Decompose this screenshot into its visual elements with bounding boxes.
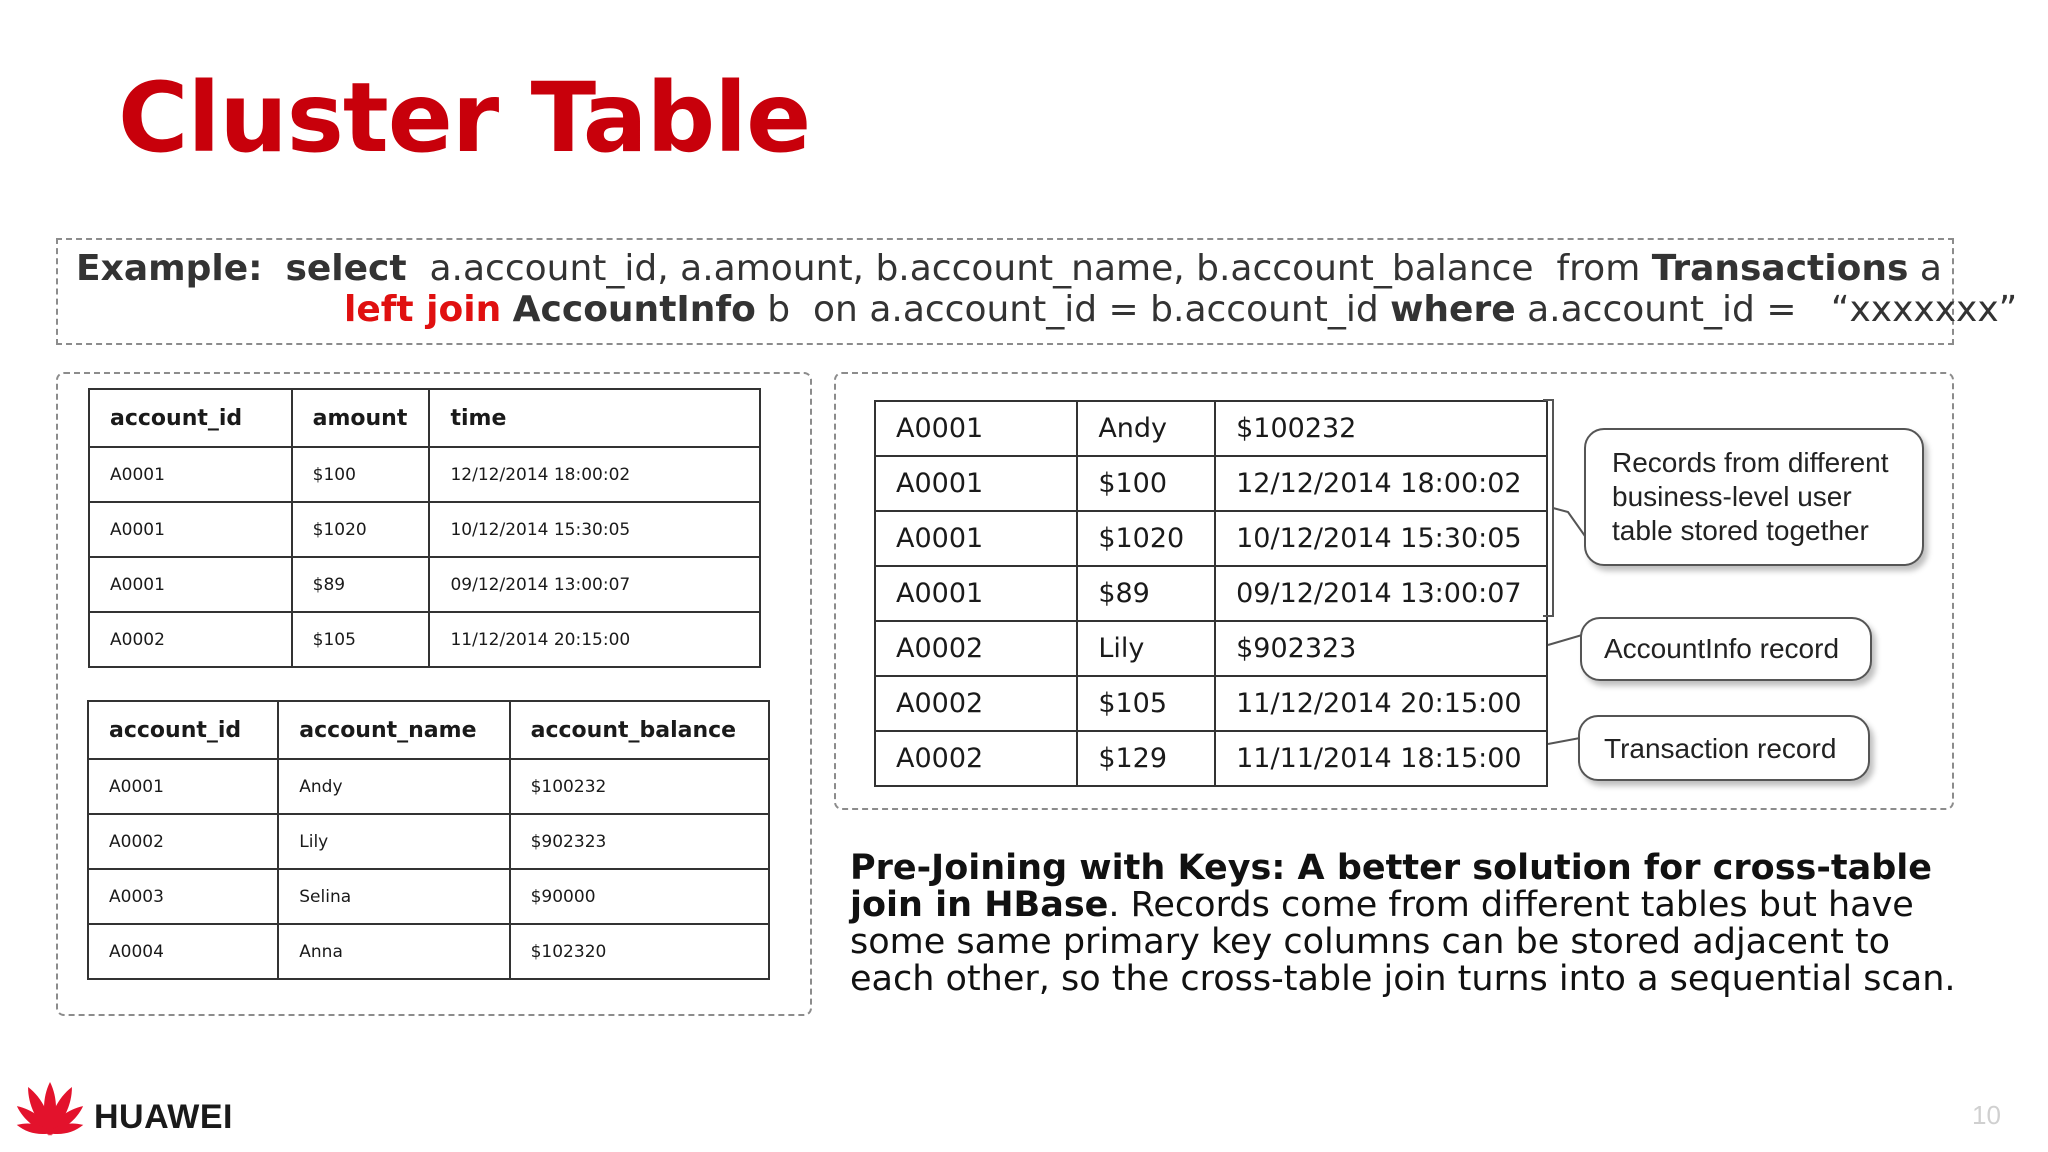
table-row bbox=[875, 456, 1547, 511]
table-row bbox=[88, 759, 769, 814]
table-header-row bbox=[89, 389, 760, 447]
table-cell: 12/12/2014 18:00:02 bbox=[429, 447, 760, 502]
select-columns: a.account_id, a.amount, b.account_name, b.account_balance bbox=[429, 248, 1534, 289]
example-label: Example: bbox=[76, 248, 263, 289]
table-cell: Andy bbox=[1077, 401, 1215, 456]
table-cell: A0002 bbox=[875, 676, 1077, 731]
table-row bbox=[875, 731, 1547, 786]
table-cell: 10/12/2014 15:30:05 bbox=[1215, 511, 1547, 566]
table-cell: A0001 bbox=[875, 456, 1077, 511]
table-cell: Anna bbox=[278, 924, 509, 979]
column-header: account_id bbox=[89, 389, 292, 447]
on-clause: on a.account_id = b.account_id bbox=[813, 289, 1379, 330]
table-cell: $902323 bbox=[1215, 621, 1547, 676]
table-row bbox=[89, 557, 760, 612]
table-row bbox=[89, 612, 760, 667]
sql-line-1 bbox=[76, 248, 1942, 289]
table-cell: 11/12/2014 20:15:00 bbox=[429, 612, 760, 667]
from-keyword: from bbox=[1556, 248, 1641, 289]
where-keyword: where bbox=[1390, 289, 1516, 330]
cluster-table bbox=[874, 400, 1548, 787]
table-cell: Lily bbox=[1077, 621, 1215, 676]
callout-accountinfo-record bbox=[1580, 617, 1872, 681]
table-cell: $100232 bbox=[510, 759, 769, 814]
table-cell: 11/11/2014 18:15:00 bbox=[1215, 731, 1547, 786]
table-cell: $105 bbox=[1077, 676, 1215, 731]
table-cell: $100232 bbox=[1215, 401, 1547, 456]
transactions-table bbox=[88, 388, 761, 668]
table-cell: $100 bbox=[1077, 456, 1215, 511]
table-cell: $100 bbox=[292, 447, 430, 502]
where-value: “xxxxxxx” bbox=[1830, 289, 2018, 330]
column-header: time bbox=[429, 389, 760, 447]
callout-line: business-level user bbox=[1612, 481, 1852, 512]
table-cell: $90000 bbox=[510, 869, 769, 924]
note-heading: Pre-Joining with Keys: A better solution for cross-table join in HBase bbox=[850, 848, 1933, 925]
callout-line: table stored together bbox=[1612, 515, 1869, 546]
brand-name: HUAWEI bbox=[94, 1098, 233, 1136]
table-cell: 11/12/2014 20:15:00 bbox=[1215, 676, 1547, 731]
column-header: amount bbox=[292, 389, 430, 447]
explanation-note bbox=[850, 850, 1960, 998]
table-cell: A0001 bbox=[88, 759, 278, 814]
table-cell: A0004 bbox=[88, 924, 278, 979]
table-cell: $105 bbox=[292, 612, 430, 667]
note-body: . Records come from different tables but have some same primary key columns can be stored adjacent to each other, so the cross-table join turns into a sequential scan. bbox=[850, 885, 1956, 999]
table-row bbox=[88, 814, 769, 869]
table-cell: $102320 bbox=[510, 924, 769, 979]
table-row bbox=[89, 502, 760, 557]
table-cell: $1020 bbox=[292, 502, 430, 557]
slide-title: Cluster Table bbox=[118, 62, 811, 174]
table-cell: A0002 bbox=[88, 814, 278, 869]
where-condition: a.account_id = bbox=[1527, 289, 1797, 330]
join-keyword: left join bbox=[344, 289, 502, 330]
accountinfo-table bbox=[87, 700, 770, 980]
join-table: AccountInfo bbox=[512, 289, 756, 330]
table-cell: $89 bbox=[292, 557, 430, 612]
table-row bbox=[875, 401, 1547, 456]
table-row bbox=[875, 511, 1547, 566]
huawei-logo-icon bbox=[12, 1080, 88, 1140]
table-cell: A0001 bbox=[875, 511, 1077, 566]
table-cell: 10/12/2014 15:30:05 bbox=[429, 502, 760, 557]
table-cell: Selina bbox=[278, 869, 509, 924]
table-row bbox=[875, 621, 1547, 676]
table-cell: A0003 bbox=[88, 869, 278, 924]
table-cell: A0001 bbox=[89, 557, 292, 612]
table-cell: $902323 bbox=[510, 814, 769, 869]
join-alias: b bbox=[767, 289, 791, 330]
table-cell: $89 bbox=[1077, 566, 1215, 621]
callout-text: AccountInfo record bbox=[1604, 633, 1840, 664]
table-cell: A0002 bbox=[89, 612, 292, 667]
callout-text: Transaction record bbox=[1604, 733, 1837, 764]
table-cell: A0001 bbox=[89, 447, 292, 502]
table-cell: 12/12/2014 18:00:02 bbox=[1215, 456, 1547, 511]
table-row bbox=[89, 447, 760, 502]
table-cell: A0002 bbox=[875, 731, 1077, 786]
table-cell: A0001 bbox=[89, 502, 292, 557]
callout-transaction-record bbox=[1578, 715, 1870, 781]
table-row bbox=[875, 566, 1547, 621]
from-table: Transactions bbox=[1651, 248, 1909, 289]
callout-line: Records from different bbox=[1612, 447, 1889, 478]
table-cell: 09/12/2014 13:00:07 bbox=[1215, 566, 1547, 621]
table-cell: Andy bbox=[278, 759, 509, 814]
example-query-box bbox=[56, 238, 2018, 345]
table-cell: A0002 bbox=[875, 621, 1077, 676]
column-header: account_id bbox=[88, 701, 278, 759]
table-cell: A0001 bbox=[875, 401, 1077, 456]
table-cell: A0001 bbox=[875, 566, 1077, 621]
callout-records-together bbox=[1584, 428, 1924, 566]
table-cell: 09/12/2014 13:00:07 bbox=[429, 557, 760, 612]
from-alias: a bbox=[1919, 248, 1942, 289]
column-header: account_name bbox=[278, 701, 509, 759]
select-keyword: select bbox=[285, 248, 407, 289]
table-row bbox=[88, 924, 769, 979]
table-header-row bbox=[88, 701, 769, 759]
page-number: 10 bbox=[1972, 1100, 2001, 1130]
table-row bbox=[88, 869, 769, 924]
column-header: account_balance bbox=[510, 701, 769, 759]
sql-line-2 bbox=[344, 289, 2017, 330]
table-row bbox=[875, 676, 1547, 731]
table-cell: $1020 bbox=[1077, 511, 1215, 566]
table-cell: $129 bbox=[1077, 731, 1215, 786]
table-cell: Lily bbox=[278, 814, 509, 869]
